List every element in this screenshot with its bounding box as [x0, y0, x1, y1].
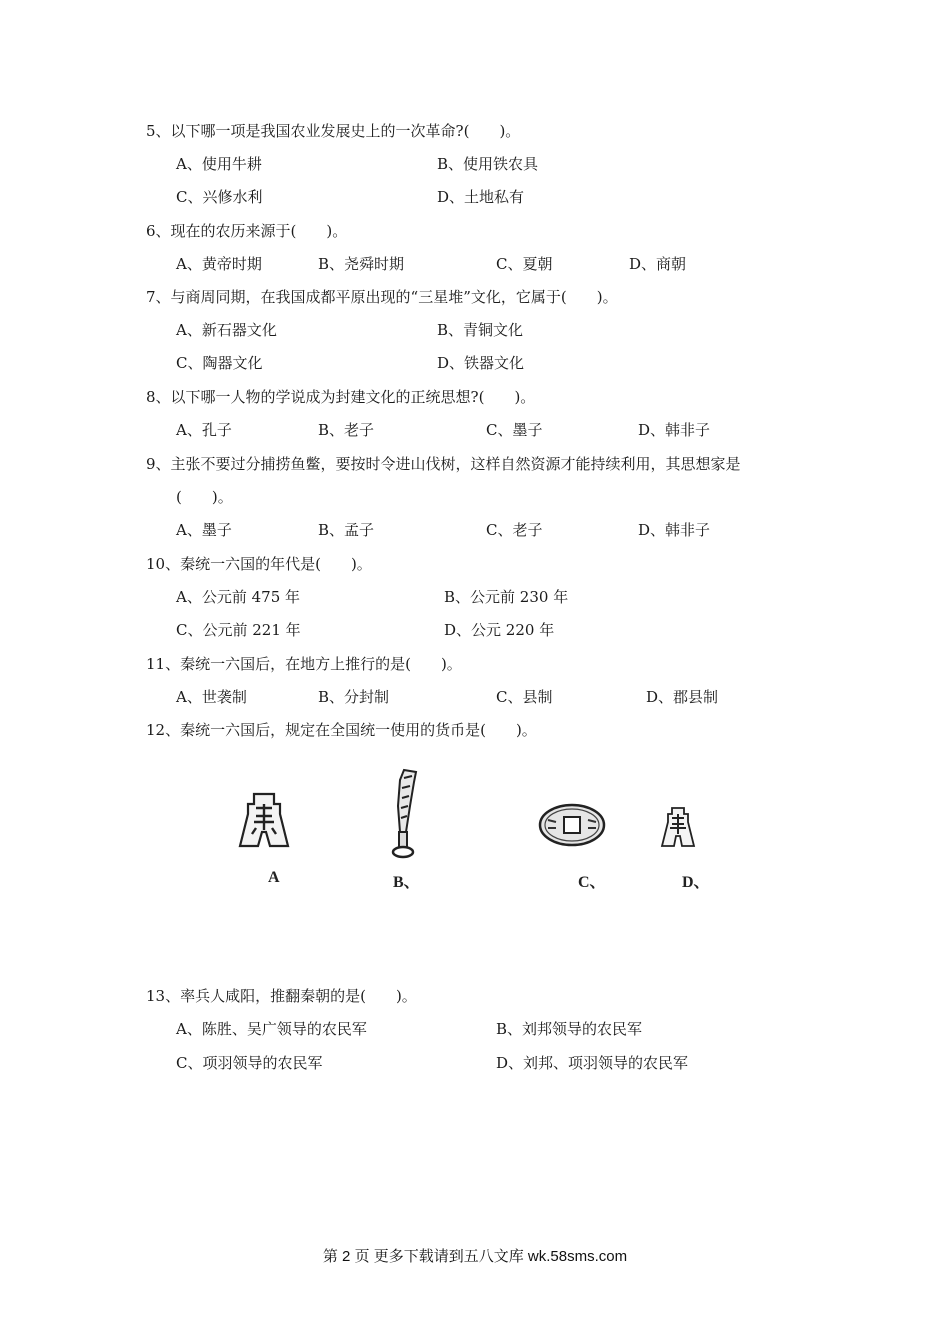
question-12-stem: 12、秦统一六国后，规定在全国统一使用的货币是( )。 [146, 721, 537, 739]
question-13-option-a: A、陈胜、吴广领导的农民军 [176, 1020, 367, 1038]
question-5-stem: 5、以下哪一项是我国农业发展史上的一次革命?( )。 [146, 122, 521, 140]
question-9-stem: 9、主张不要过分捕捞鱼鳖，要按时令进山伐树，这样自然资源才能持续利用，其思想家是 [146, 455, 741, 473]
question-10-stem: 10、秦统一六国的年代是( )。 [146, 555, 372, 573]
coin-label-a: A [268, 869, 280, 886]
question-9-option-a: A、墨子 [176, 521, 232, 539]
coin-label-d: D、 [682, 874, 710, 891]
question-7-option-d: D、铁器文化 [437, 354, 525, 372]
spade-coin-a-image [236, 790, 292, 852]
question-8-stem: 8、以下哪一人物的学说成为封建文化的正统思想?( )。 [146, 388, 536, 406]
question-6-option-d: D、商朝 [629, 255, 687, 273]
question-10-option-c: C、公元前 221 年 [176, 621, 301, 639]
question-13-stem: 13、率兵人咸阳，推翻秦朝的是( )。 [146, 987, 417, 1005]
question-8-option-c: C、墨子 [486, 421, 543, 439]
question-8-option-b: B、老子 [318, 421, 375, 439]
question-5-option-b: B、使用铁农具 [437, 155, 539, 173]
question-11-stem: 11、秦统一六国后，在地方上推行的是( )。 [146, 655, 462, 673]
question-6-option-b: B、尧舜时期 [318, 255, 405, 273]
question-6-option-c: C、夏朝 [496, 255, 553, 273]
question-10-option-a: A、公元前 475 年 [176, 588, 300, 606]
question-5-option-a: A、使用牛耕 [176, 155, 262, 173]
question-11-option-a: A、世袭制 [176, 688, 247, 706]
question-11-option-c: C、县制 [496, 688, 553, 706]
question-5-option-c: C、兴修水利 [176, 188, 263, 206]
question-13-option-c: C、项羽领导的农民军 [176, 1054, 323, 1072]
question-11-option-b: B、分封制 [318, 688, 390, 706]
question-9-stem-continued: ( )。 [176, 488, 233, 506]
round-coin-c-image [536, 800, 608, 850]
question-8-option-a: A、孔子 [176, 421, 232, 439]
question-8-option-d: D、韩非子 [638, 421, 711, 439]
question-7-option-b: B、青铜文化 [437, 321, 524, 339]
question-9-option-b: B、孟子 [318, 521, 375, 539]
coin-label-b: B、 [393, 874, 420, 891]
knife-coin-b-image [382, 766, 424, 862]
question-9-option-c: C、老子 [486, 521, 543, 539]
question-6-option-a: A、黄帝时期 [176, 255, 262, 273]
question-10-option-b: B、公元前 230 年 [444, 588, 569, 606]
question-6-stem: 6、现在的农历来源于( )。 [146, 222, 348, 240]
question-13-option-d: D、刘邦、项羽领导的农民军 [496, 1054, 689, 1072]
question-7-option-a: A、新石器文化 [176, 321, 277, 339]
question-9-option-d: D、韩非子 [638, 521, 711, 539]
question-11-option-d: D、郡县制 [646, 688, 719, 706]
question-5-option-d: D、土地私有 [437, 188, 525, 206]
question-13-option-b: B、刘邦领导的农民军 [496, 1020, 643, 1038]
coin-label-c: C、 [578, 874, 606, 891]
page-footer: 第 2 页 更多下载请到五八文库 wk.58sms.com [322, 1248, 628, 1265]
question-10-option-d: D、公元 220 年 [444, 621, 555, 639]
question-7-stem: 7、与商周同期，在我国成都平原出现的“三星堆”文化，它属于( )。 [146, 288, 618, 306]
question-7-option-c: C、陶器文化 [176, 354, 263, 372]
spade-coin-d-image [660, 806, 696, 850]
